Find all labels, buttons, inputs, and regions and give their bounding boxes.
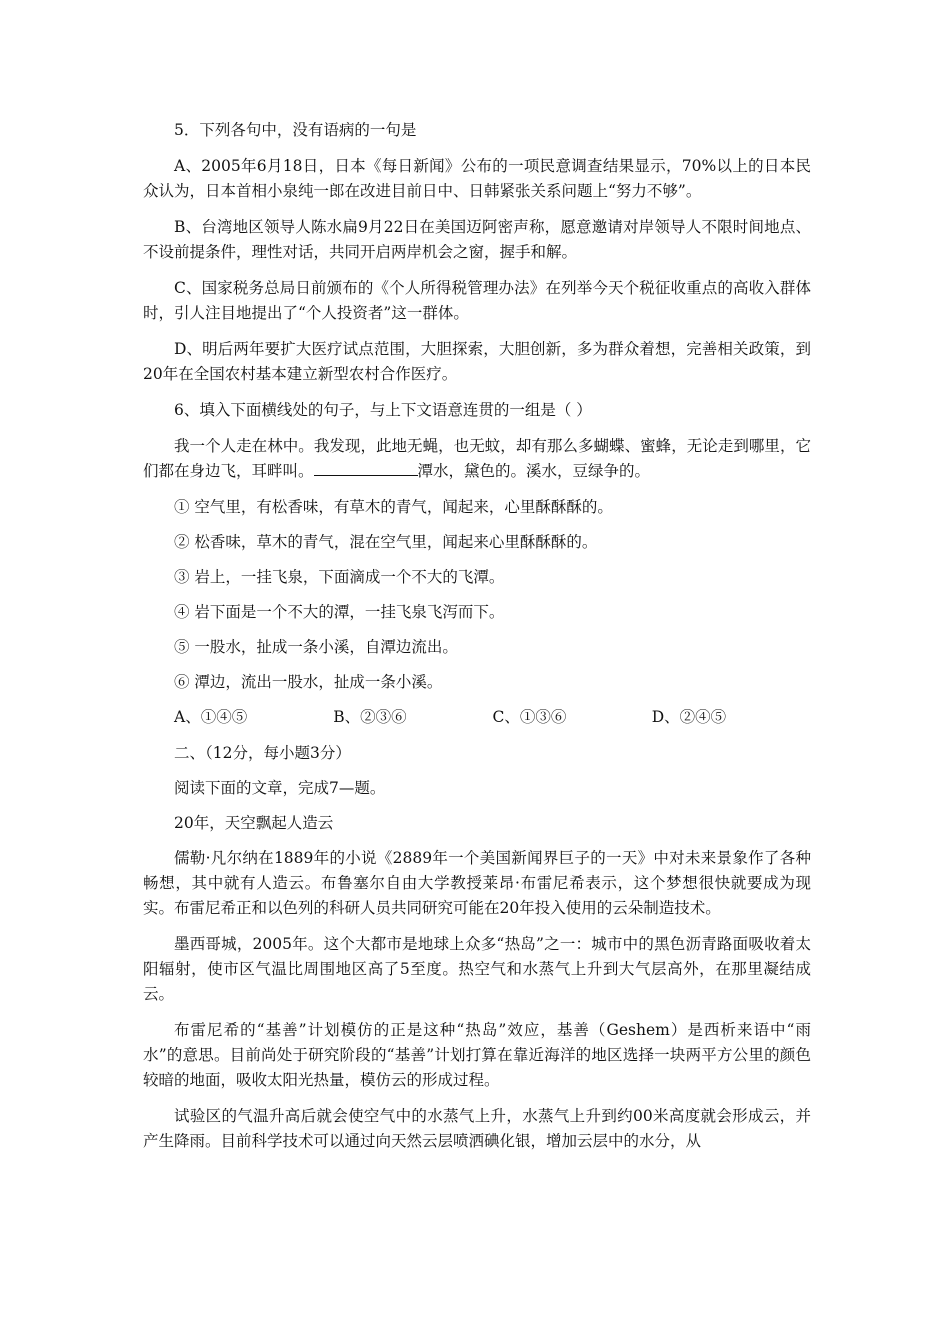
question-6-sentence-3: ③ 岩上，一挂飞泉，下面滴成一个不大的飞潭。 [174,568,505,586]
article-paragraph-3: 布雷尼希的“基善”计划模仿的正是这种“热岛”效应，基善（Geshem）是西析来语中“雨水”的意思。目前尚处于研究阶段的“基善”计划打算在靠近海洋的地区选择一块两平方公里的颜色较暗的地面，吸收太阳光热量，模仿云的形成过程。 [143,1021,811,1089]
question-5-option-a: A、2005年6月18日，日本《每日新闻》公布的一项民意调查结果显示，70%以上的日本民众认为，日本首相小泉纯一郎在改进目前日中、日韩紧张关系问题上“努力不够”。 [143,157,811,200]
question-6-sentence-5: ⑤ 一股水，扯成一条小溪，自潭边流出。 [174,638,458,656]
question-6-passage [143,434,811,484]
document-page [143,118,811,1165]
section-2-heading: 二、（12分，每小题3分） [174,744,351,762]
choice-b: B、②③⑥ [333,708,407,726]
article-paragraph-1: 儒勒·凡尔纳在1889年的小说《2889年一个美国新闻界巨子的一天》中对未来景象作了各种畅想，其中就有人造云。布鲁塞尔自由大学教授莱昂·布雷尼希表示，这个梦想很快就要成为现实。布雷尼希正和以色列的科研人员共同研究可能在20年投入使用的云朵制造技术。 [143,849,811,917]
question-5-option-b: B、台湾地区领导人陈水扁9月22日在美国迈阿密声称，愿意邀请对岸领导人不限时间地点、不设前提条件，理性对话，共同开启两岸机会之窗，握手和解。 [143,218,811,261]
article-paragraph-4: 试验区的气温升高后就会使空气中的水蒸气上升，水蒸气上升到约00米高度就会形成云，并产生降雨。目前科学技术可以通过向天然云层喷洒碘化银，增加云层中的水分，从 [143,1107,811,1150]
section-2-instruction: 阅读下面的文章，完成7—题。 [174,779,386,797]
choice-d: D、②④⑤ [651,708,727,726]
article-title: 20年，天空飘起人造云 [174,814,334,832]
question-6-sentence-2: ② 松香味，草木的青气，混在空气里，闻起来心里酥酥酥的。 [174,533,598,551]
question-5-option-d: D、明后两年要扩大医疗试点范围，大胆探索，大胆创新，多为群众着想，完善相关政策，到20年在全国农村基本建立新型农村合作医疗。 [143,340,811,383]
choice-c: C、①③⑥ [492,708,567,726]
question-6-sentence-6: ⑥ 潭边，流出一股水，扯成一条小溪。 [174,673,443,691]
passage-after-blank: 潭水，黛色的。溪水，豆绿争的。 [417,462,651,480]
question-6-sentence-1: ① 空气里，有松香味，有草木的青气，闻起来，心里酥酥酥的。 [174,498,613,516]
question-6-choices [143,705,811,730]
question-6-stem: 6、填入下面横线处的句子，与上下文语意连贯的一组是（ ） [174,401,592,419]
passage-before-blank: 我一个人走在林中。我发现，此地无蝇，也无蚊，却有那么多蝴蝶、蜜蜂，无论走到哪里，它们都在身边飞，耳畔叫。 [143,437,811,480]
question-5-stem: 5．下列各句中，没有语病的一句是 [174,121,417,139]
article-paragraph-2: 墨西哥城，2005年。这个大都市是地球上众多“热岛”之一：城市中的黑色沥青路面吸收着太阳辐射，使市区气温比周围地区高了5至度。热空气和水蒸气上升到大气层高外，在那里凝结成云。 [143,935,811,1003]
fill-in-blank [314,460,418,476]
question-5-option-c: C、国家税务总局日前颁布的《个人所得税管理办法》在列举今天个税征收重点的高收入群体时，引人注目地提出了“个人投资者”这一群体。 [143,279,811,322]
question-6-sentence-4: ④ 岩下面是一个不大的潭，一挂飞泉飞泻而下。 [174,603,505,621]
choice-a: A、①④⑤ [174,708,248,726]
